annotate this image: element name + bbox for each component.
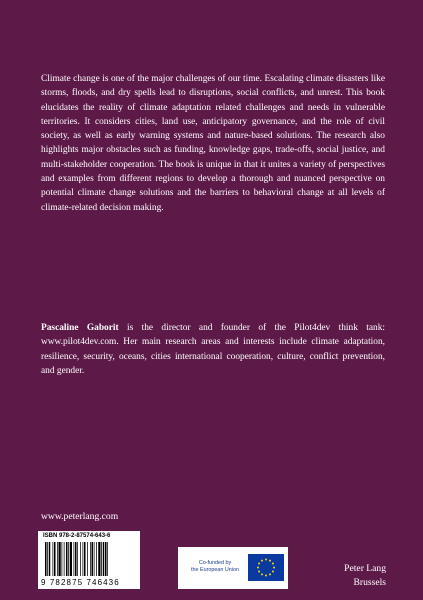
- book-description: Climate change is one of the major challenges of our time. Escalating climate disasters like storms, floods, and dry spells lead to disruptions, social conflicts, and unrest. This book elucidates the reality of climate adaptation related challenges and needs in vulnerable territories. It considers cities, land use, anticipatory governance, and the role of civil society, as well as early warning systems and nature-based solutions. The research also highlights major obstacles such as funding, knowledge gaps, trade-offs, social justice, and multi-stakeholder cooperation. The book is unique in that it unites a variety of perspectives and examples from different regions to develop a thorough and nuanced perspective on potential climate change solutions and the barriers to behavioral change at all levels of climate-related decision making.: [41, 74, 385, 213]
- barcode-bar: [96, 542, 97, 576]
- barcode-bar: [101, 542, 102, 576]
- barcode-bar: [70, 542, 72, 576]
- eu-star-icon: [273, 567, 275, 569]
- eu-star-icon: [265, 575, 267, 577]
- barcode-bar: [54, 542, 56, 576]
- eu-cofunded-logo: [178, 547, 288, 589]
- barcode-bar: [87, 542, 88, 576]
- barcode-bar: [80, 542, 81, 576]
- barcode-bar: [66, 542, 68, 576]
- eu-star-icon: [257, 567, 259, 569]
- barcode-bar: [103, 542, 105, 576]
- isbn-label: ISBN 978-2-87574-643-6: [43, 533, 111, 539]
- eu-star-icon: [261, 573, 263, 575]
- barcode-bar: [94, 542, 95, 576]
- barcode-bar: [68, 542, 69, 576]
- publisher-name: Peter Lang: [344, 563, 386, 574]
- eu-flag-background: [248, 554, 284, 581]
- eu-line-2: the European Union: [191, 567, 239, 573]
- barcode-bar: [107, 542, 108, 576]
- eu-star-icon: [258, 563, 260, 565]
- barcode-number: 9 782875 746436: [41, 578, 120, 587]
- publisher-imprint: [322, 562, 386, 590]
- eu-star-icon: [265, 559, 267, 561]
- barcode-bar: [45, 542, 47, 576]
- author-name: Pascaline Gaborit: [41, 323, 119, 333]
- barcode-bar: [98, 542, 100, 576]
- publisher-website[interactable]: www.peterlang.com: [41, 511, 119, 522]
- isbn-barcode: [38, 531, 140, 589]
- publisher-city: Brussels: [353, 577, 386, 588]
- barcode-bar: [59, 542, 61, 576]
- eu-star-icon: [269, 560, 271, 562]
- eu-flag-icon: [248, 554, 284, 581]
- eu-star-icon: [269, 573, 271, 575]
- barcode-bar: [105, 542, 107, 576]
- eu-line-1: Co-funded by: [198, 560, 232, 566]
- eu-star-icon: [261, 560, 263, 562]
- barcode-bar: [75, 542, 77, 576]
- barcode-bar: [53, 542, 54, 576]
- author-bio-text: is the director and founder of the Pilot4dev think tank: www.pilot4dev.com. Her main research areas and interests include climate adaptation, resilience, security, oceans, cities international cooperation, culture, conflict prevention, and gender.: [41, 323, 385, 376]
- barcode-bar: [62, 542, 63, 576]
- barcode-bar: [57, 542, 58, 576]
- barcode-bar: [49, 542, 51, 576]
- eu-star-icon: [258, 571, 260, 573]
- barcode-bar: [47, 542, 48, 576]
- barcode-bar: [77, 542, 78, 576]
- barcode-bar: [64, 542, 65, 576]
- barcode-bar: [84, 542, 86, 576]
- barcode-bar: [92, 542, 94, 576]
- eu-cofunded-text: [186, 560, 244, 574]
- barcode-icon: [43, 542, 135, 578]
- author-bio: [41, 321, 385, 378]
- barcode-bar: [90, 542, 91, 576]
- barcode-bar: [83, 542, 84, 576]
- barcode-bar: [74, 542, 75, 576]
- eu-star-icon: [272, 563, 274, 565]
- eu-star-icon: [272, 571, 274, 573]
